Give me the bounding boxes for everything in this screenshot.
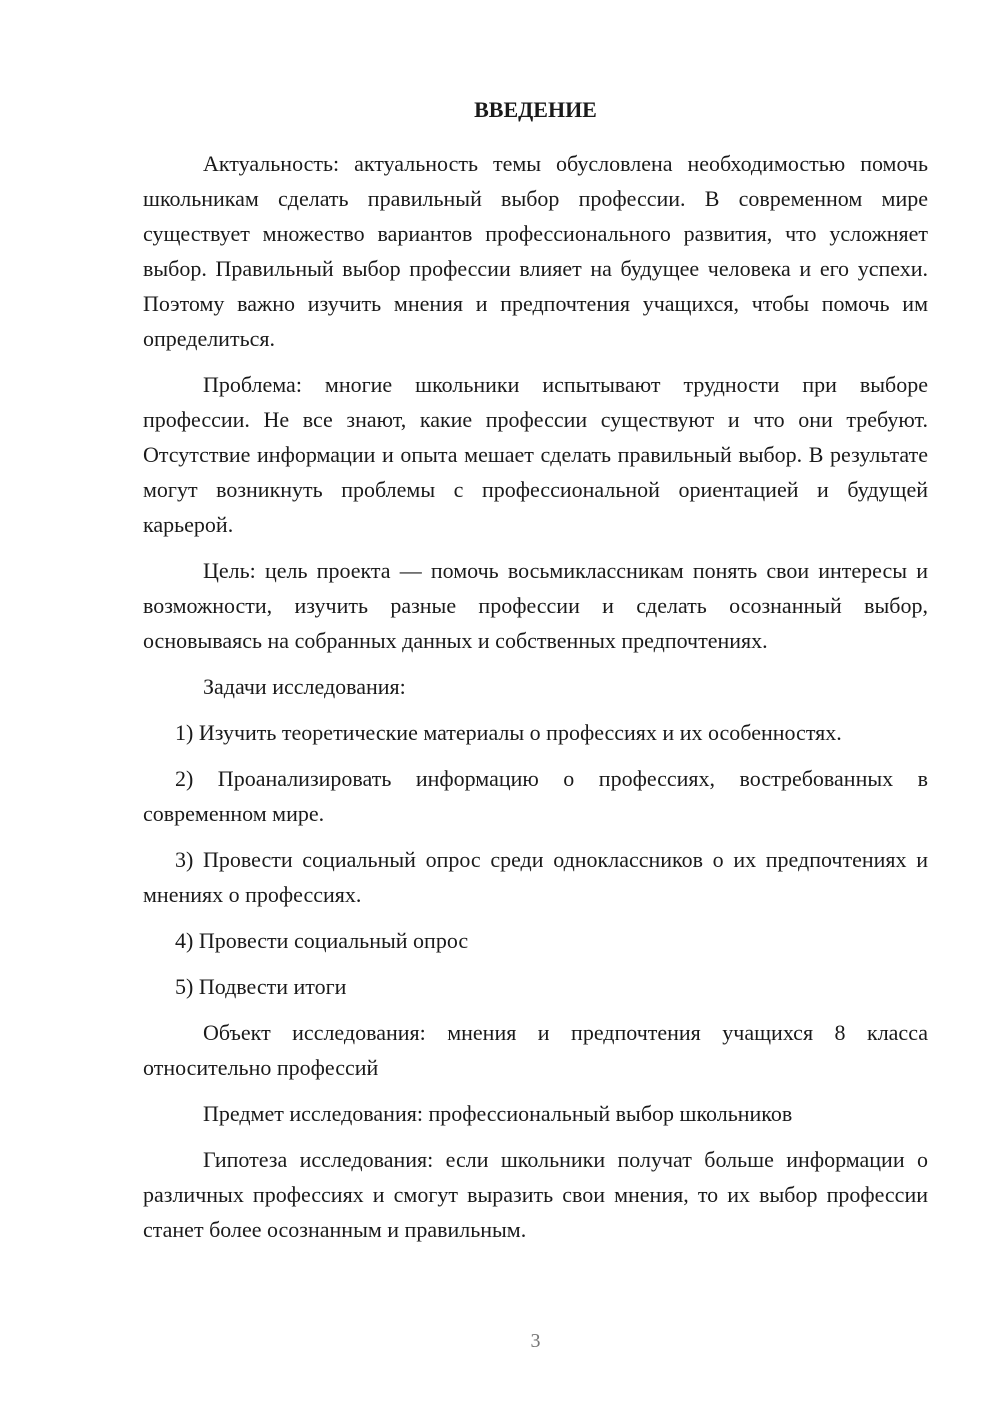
problem-paragraph: Проблема: многие школьники испытывают трудности при выборе профессии. Не все знают, какие профессии существуют и что они требуют. Отсутствие информации и опыта мешает сделать правильный выбор. В результате могут возникнуть проблемы с профессиональной ориентацией и будущей карьерой. <box>143 372 928 537</box>
hypothesis-paragraph: Гипотеза исследования: если школьники получат больше информации о различных профессиях и смогут выразить свои мнения, то их выбор профессии станет более осознанным и правильным. <box>143 1147 928 1242</box>
tasks-heading: Задачи исследования: <box>203 674 406 699</box>
object-paragraph: Объект исследования: мнения и предпочтения учащихся 8 класса относительно профессий <box>143 1020 928 1080</box>
page-number: 3 <box>530 1330 541 1352</box>
task-item-2: 2) Проанализировать информацию о профессиях, востребованных в современном мире. <box>143 766 928 826</box>
task-item-5: 5) Подвести итоги <box>175 974 347 999</box>
relevance-paragraph: Актуальность: актуальность темы обусловлена необходимостью помочь школьникам сделать правильный выбор профессии. В современном мире существует множество вариантов профессионального развития, что усложняет выбор. Правильный выбор профессии влияет на будущее человека и его успехи. Поэтому важно изучить мнения и предпочтения учащихся, чтобы помочь им определиться. <box>143 151 928 351</box>
subject-paragraph: Предмет исследования: профессиональный выбор школьников <box>203 1101 793 1126</box>
section-title: ВВЕДЕНИЕ <box>474 97 597 122</box>
task-item-3: 3) Провести социальный опрос среди одноклассников о их предпочтениях и мнениях о профессиях. <box>143 847 928 907</box>
task-item-1: 1) Изучить теоретические материалы о профессиях и их особенностях. <box>175 720 842 745</box>
goal-paragraph: Цель: цель проекта — помочь восьмиклассникам понять свои интересы и возможности, изучить разные профессии и сделать осознанный выбор, основываясь на собранных данных и собственных предпочтениях. <box>143 558 928 653</box>
task-item-4: 4) Провести социальный опрос <box>175 928 469 953</box>
document-page <box>143 92 928 1258</box>
